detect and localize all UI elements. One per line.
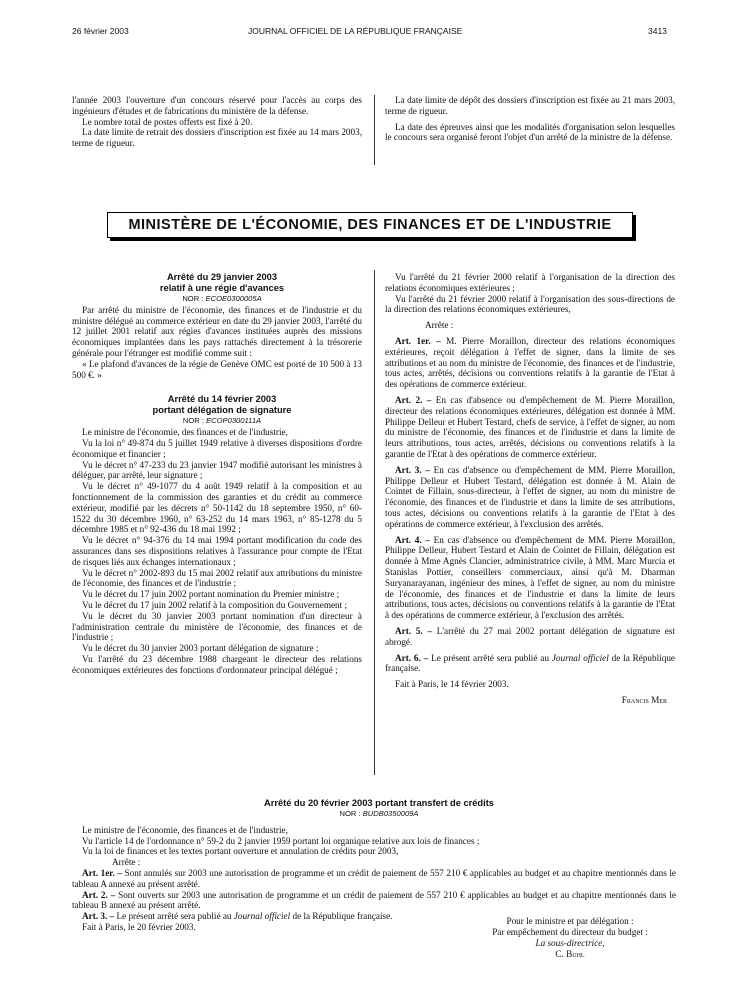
top-left-column — [72, 95, 362, 149]
paragraph: Vu le décret n° 2002-893 du 15 mai 2002 relatif aux attributions du ministre de l'économie, des finances et de l'industrie ; — [72, 567, 362, 589]
article-text: Le présent arrêté sera publié au — [114, 911, 234, 922]
article-label: Art. 3. – — [395, 464, 430, 475]
nor-label: NOR : — [339, 809, 363, 818]
paragraph: Vu l'arrêté du 23 décembre 1988 chargeant le directeur des relations économiques extérieures des fonctions d'ordonnateur principal délégué ; — [72, 653, 362, 675]
article-label: Art. 4. – — [395, 534, 430, 545]
paragraph: Vu l'arrêté du 21 février 2000 relatif à l'organisation de la direction des relations économiques extérieures ; — [385, 272, 675, 293]
paragraph: l'année 2003 l'ouverture d'un concours réservé pour l'accès au corps des ingénieurs d'études et de fabrications du ministère de la défense. — [72, 95, 362, 116]
decree-title: Arrêté du 14 février 2003 — [167, 394, 277, 405]
journal-name: Journal officiel — [233, 911, 291, 922]
paragraph: Vu le décret n° 94-376 du 14 mai 1994 portant modification du code des assurances dans ses dispositions relatives à l'assurance pour compte de l'Etat de risques liés aux échanges internationaux ; — [72, 535, 362, 567]
bottom-section — [72, 798, 676, 933]
article-label: Art. 6. – — [395, 652, 429, 663]
decree-subtitle: portant délégation de signature — [152, 405, 292, 416]
article — [385, 395, 675, 460]
signature-name: C. Buhl — [555, 949, 585, 959]
paragraph: Vu l'arrêté du 21 février 2000 relatif à l'organisation des sous-directions de la direction des relations économiques extérieures, — [385, 293, 675, 315]
article — [385, 336, 675, 390]
paragraph: Vu le décret n° 49-1077 du 4 août 1949 relatif à la composition et au fonctionnement de la commission des garanties et du crédit au commerce extérieur, modifié par les décrets n° 50-1142 du 18 septembre 1950, n° 60-1522 du 30 décembre 1960, n° 63-252 du 14 mars 1963, n° 85-1278 du 5 décembre 1985 et n° 92-436 du 18 mai 1992 ; — [72, 481, 362, 535]
article — [72, 890, 676, 912]
nor-label: NOR : — [182, 294, 206, 303]
article — [72, 868, 676, 890]
paragraph: Vu le décret n° 47-233 du 23 janvier 1947 modifié autorisant les ministres à déléguer, par arrêté, leur signature ; — [72, 459, 362, 481]
paragraph: Le nombre total de postes offerts est fixé à 20. — [82, 116, 253, 127]
article-label: Art. 1er. – — [395, 335, 441, 346]
article-label: Art. 3. – — [82, 911, 115, 922]
signing-place-date: Fait à Paris, le 20 février 2003. — [82, 921, 196, 932]
column-divider — [374, 270, 375, 775]
signature-line: La sous-directrice, — [535, 938, 605, 948]
paragraph: Vu le décret du 17 juin 2002 portant nomination du Premier ministre ; — [82, 589, 340, 600]
article-text: Sont ouverts sur 2003 une autorisation de programme et un crédit de paiement de 557 210 € applicables au budget et au chapitre mentionnés dans le tableau B annexé au présent arrêté. — [72, 889, 676, 911]
paragraph: Le ministre de l'économie, des finances et de l'industrie, — [82, 824, 288, 835]
paragraph: Vu l'article 14 de l'ordonnance n° 59-2 du 2 janvier 1959 portant loi organique relative aux lois de finances ; — [82, 835, 480, 846]
nor-reference — [72, 809, 676, 820]
paragraph: Vu le décret du 30 janvier 2003 portant délégation de signature ; — [82, 643, 319, 654]
article-text: En cas d'absence ou d'empêchement de MM. Pierre Moraillon, Philippe Delleur et Hubert Testard, délégation est donnée à M. Alain de Cointet de Fillain, sous-directeur, à l'effet de signer, au nom du ministre de l'économie, des finances et de l'industrie et dans la limite de ses attributions, tous actes, décisions ou conventions relatifs à la garantie de l'Etat à des opérations de commerce extérieur, à l'exclusion des arrêtés. — [385, 464, 675, 529]
article-text: En cas d'absence ou d'empêchement de MM. Pierre Moraillon, Philippe Delleur, Hubert Testard et Alain de Cointet de Fillain, délégation est donnée à Mme Agnès Clancier, administratrice civile, à MM. Marc Murcia et Stanislas Pottier, conseillers commerciaux, ainsi qu'à M. Dharman Suryanarayanan, ingénieur des mines, à l'effet de signer, au nom du ministre de l'économie, des finances et de l'industrie et dans la limite de leurs attributions, tous actes, décisions ou conventions relatifs à la garantie de l'Etat à des opérations de commerce extérieur, à l'exclusion des arrêtés. — [385, 534, 675, 621]
nor-reference — [72, 294, 362, 305]
left-column — [72, 272, 362, 676]
signature-line: Pour le ministre et par délégation : — [506, 916, 634, 926]
top-right-column — [385, 95, 675, 143]
arrete-label: Arrête : — [425, 320, 454, 331]
page-date: 26 février 2003 — [72, 26, 129, 36]
arrete-label: Arrête : — [112, 857, 141, 868]
paragraph: Vu le décret du 30 janvier 2003 portant nomination d'un directeur à l'administration centrale du ministère de l'économie, des finances et de l'industrie ; — [72, 610, 362, 643]
nor-code: BUDB0350009A — [362, 809, 419, 818]
paragraph: La date limite de dépôt des dossiers d'inscription est fixée au 21 mars 2003, terme de rigueur. — [385, 95, 675, 116]
article — [385, 626, 675, 648]
paragraph: Vu la loi n° 49-874 du 5 juillet 1949 relative à diverses dispositions d'ordre économique et financier ; — [72, 437, 362, 459]
article-text: Le présent arrêté sera publié au — [428, 652, 552, 663]
article — [385, 653, 675, 675]
article-text: M. Pierre Moraillon, directeur des relations économiques extérieures, reçoit délégation à l'effet de signer, dans la limite de ses attributions et au nom du ministre de l'économie, des finances et de l'industrie, tous actes, arrêtés, décisions ou conventions relatifs à la garantie de l'Etat à des opérations de commerce extérieur. — [385, 335, 675, 390]
nor-reference — [72, 416, 362, 427]
article-text: En cas d'absence ou d'empêchement de M. Pierre Moraillon, directeur des relations économiques extérieures, délégation est donnée à MM. Philippe Delleur et Hubert Testard, chefs de service, à l'effet de signer, au nom du ministre de l'économie, des finances et de l'industrie et dans la limite de leurs attributions, tous actes, arrêtés, décisions ou conventions relatifs à la garantie de l'Etat à des opérations de commerce extérieur. — [385, 394, 675, 459]
article — [385, 465, 675, 530]
signing-place-date: Fait à Paris, le 14 février 2003. — [395, 679, 509, 690]
article — [385, 535, 675, 621]
right-column — [385, 272, 675, 706]
article-text: Sont annulés sur 2003 une autorisation de programme et un crédit de paiement de 557 210 € applicables au budget et au chapitre mentionnés dans le tableau A annexé au présent arrêté. — [72, 867, 676, 889]
article-label: Art. 2. – — [82, 889, 116, 900]
article-label: Art. 2. – — [395, 394, 432, 405]
nor-code: ECOE0300005A — [205, 294, 262, 303]
nor-label: NOR : — [182, 416, 207, 426]
paragraph: La date limite de retrait des dossiers d'inscription est fixée au 14 mars 2003, terme de rigueur. — [72, 127, 362, 149]
paragraph: Vu le décret du 17 juin 2002 relatif à la composition du Gouvernement ; — [82, 599, 348, 610]
column-divider — [374, 95, 375, 165]
article-label: Art. 5. – — [395, 625, 433, 636]
journal-name: Journal officiel — [551, 652, 609, 663]
article-text: de la République française. — [385, 652, 675, 674]
article-text: de la République française. — [290, 911, 393, 922]
paragraph: Par arrêté du ministre de l'économie, des finances et de l'industrie et du ministre délégué au commerce extérieur en date du 29 janvier 2003, l'arrêté du 12 juillet 2001 relatif aux régies d'avances instituées auprès des missions économiques implantées dans les pays rattachés directement à la trésorerie générale pour l'étranger est modifié comme suit : — [72, 304, 362, 358]
signature-line: Par empêchement du directeur du budget : — [492, 927, 648, 937]
page-number: 3413 — [648, 26, 667, 36]
decree-title: Arrêté du 29 janvier 2003 — [166, 272, 278, 282]
article-text: L'arrêté du 27 mai 2002 portant délégation de signature est abrogé. — [385, 625, 675, 647]
nor-code: ECOP0300111A — [206, 416, 262, 426]
ministry-heading: MINISTÈRE DE L'ÉCONOMIE, DES FINANCES ET DE L'INDUSTRIE — [107, 212, 633, 238]
paragraph: « Le plafond d'avances de la régie de Genève OMC est porté de 10 500 à 13 500 €. » — [72, 358, 362, 380]
paragraph: Le ministre de l'économie, des finances et de l'industrie, — [82, 427, 288, 438]
signature-block — [460, 916, 680, 960]
paragraph: Vu la loi de finances et les textes portant ouverture et annulation de crédits pour 2003, — [82, 846, 399, 857]
decree-subtitle: relatif à une régie d'avances — [159, 283, 285, 293]
journal-title: JOURNAL OFFICIEL DE LA RÉPUBLIQUE FRANÇAISE — [248, 26, 463, 36]
paragraph: La date des épreuves ainsi que les modalités d'organisation selon lesquelles le concours sera organisé feront l'objet d'un arrêté de la ministre de la défense. — [385, 121, 675, 143]
decree-title: Arrêté du 20 février 2003 portant transfert de crédits — [264, 798, 494, 808]
article-label: Art. 1er. – — [82, 867, 122, 878]
signature: Francis Mer — [621, 694, 667, 705]
